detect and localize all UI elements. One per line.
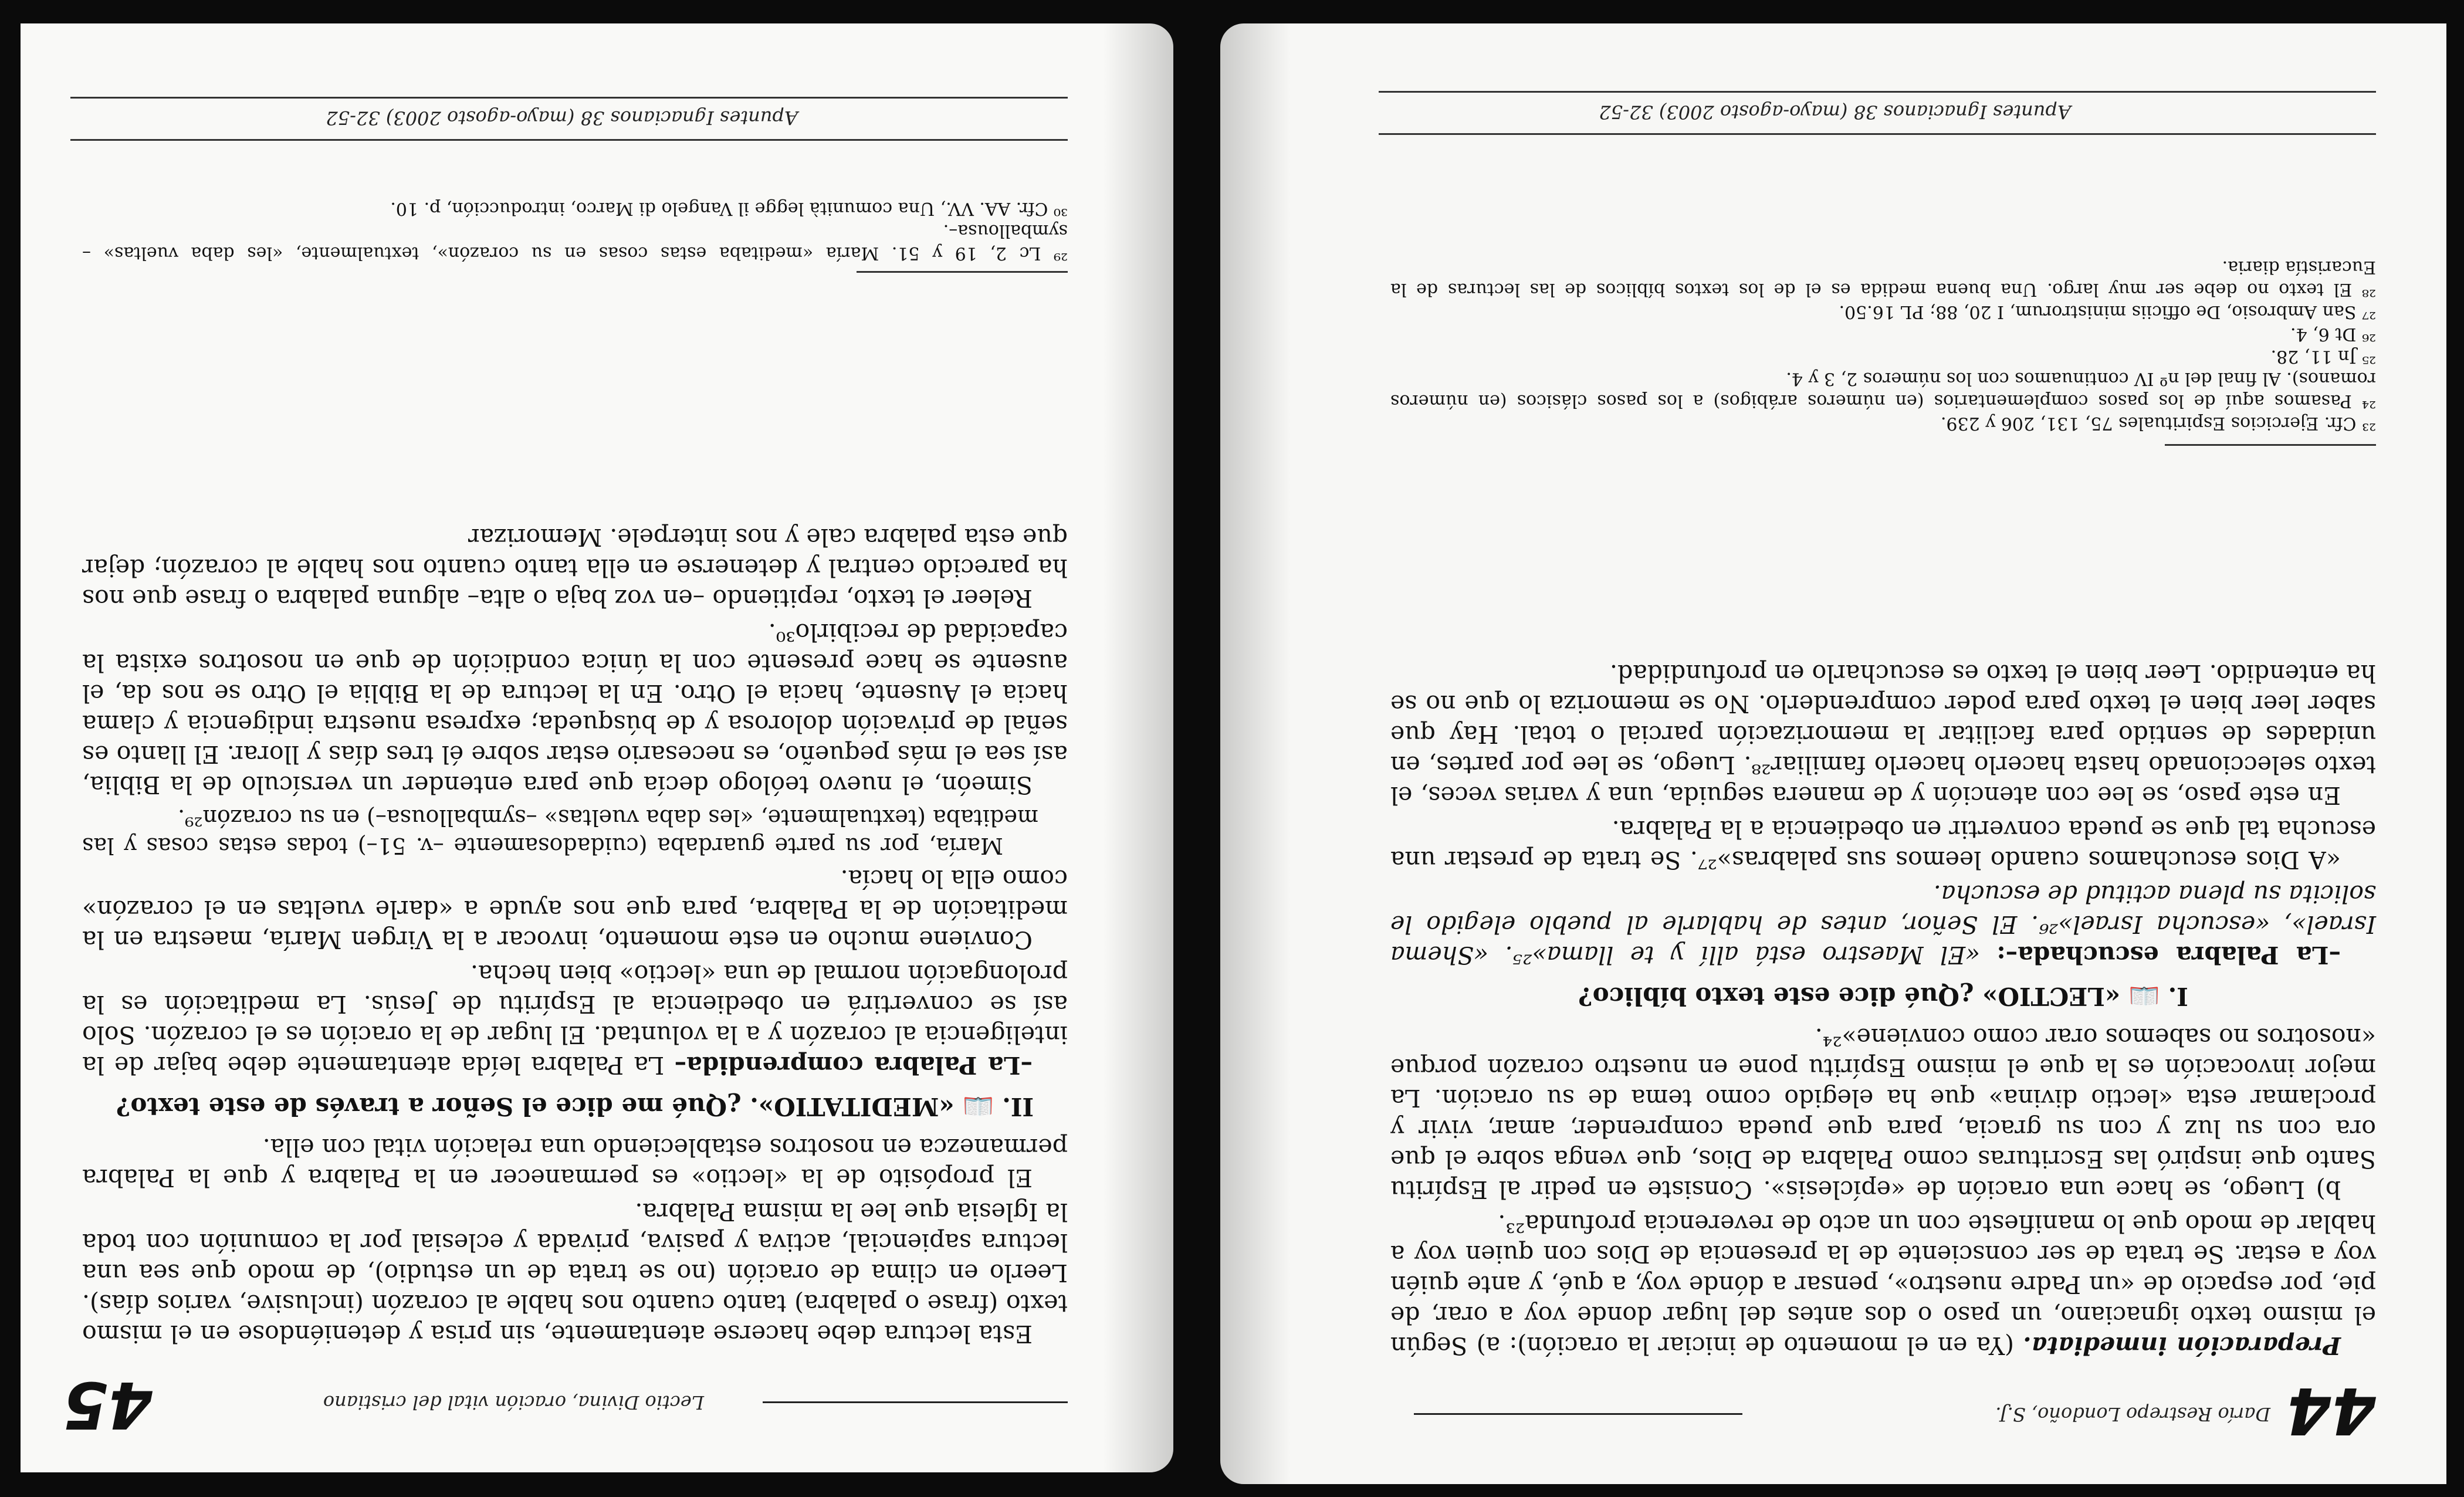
head-rule	[1414, 1413, 1742, 1415]
paragraph: «A Dios escuchamos cuando leemos sus palabras»²⁷. Se trata de prestar una escucha tal que se pueda convertir en obediencia a la Palabra.	[1390, 815, 2376, 874]
footer-rule	[70, 139, 1068, 141]
main-text	[82, 519, 1068, 1349]
paragraph: –La Palabra comprendida– La Palabra leída atentamente debe bajar de la inteligencia al corazón y a la voluntad. El lugar de la oración es el corazón. Solo así se convertirá en obediencia al Espíritu de Jesús. La meditación es la prolongación normal de una «lectio» bien hecha.	[82, 960, 1068, 1079]
running-head: Lectio Divina, oración vital del cristiano	[323, 1391, 704, 1414]
section-title: II. 📖 «MEDITATIO». ¿Qué me dice el Señor a través de este texto?	[116, 1092, 1034, 1121]
footnote: ²⁶ Dt 6, 4.	[2290, 324, 2376, 344]
page-number: 45	[62, 1367, 153, 1442]
paragraph: –La Palabra escuchada–: «El Maestro está allí y te llama»²⁵. «Shema Israel», «escucha Israel»²⁶. El Señor, antes de hablarle al pueblo elegido le solicita su plena actitud de escucha.	[1390, 880, 2376, 969]
footnote: ³⁰ Cfr. AA. VV., Una comunità legge il Vangelo di Marco, introducción, p. 10.	[390, 198, 1068, 219]
footnote-rule	[2165, 444, 2376, 446]
footnote: ²³ Cfr. Ejercicios Espirituales 75, 131, 206 y 239.	[1940, 413, 2376, 433]
running-head: Darío Restrepo Londoño, S.J.	[1995, 1403, 2270, 1425]
page-number: 44	[2286, 1373, 2376, 1448]
paragraph: En este paso, se lee con atención y de manera seguida, una y varias veces, el texto seleccionado hasta hacerlo hacerlo familiar²⁸. Luego, se lee por partes, en unidades de sentido para facilitar la memorización parcial o total. Hay que saber leer bien el texto para poder comprenderlo. No se memoriza lo que no se ha entendido. Leer bien el texto es escucharlo en profundidad.	[1390, 659, 2376, 810]
footnote: ²⁵ Jn 11, 28.	[2270, 346, 2376, 367]
paragraph: María, por su parte guardaba (cuidadosamente –v. 51–) todas estas cosas y las meditaba (textualmente, «les daba vueltas» –symballousa–) en su corazón²⁹.	[82, 805, 1038, 859]
footer-rule	[1379, 91, 2376, 93]
paragraph: Simeón, el nuevo teólogo decía que para entender un versículo de la Biblia, así sea el más pequeño, es necesario estar sobre él tres días y llorar. El llanto es señal de privación dolorosa y de búsqueda; expresa nuestra indigencia y clama hacia el Ausente, hacia el Otro. En la lectura de la Biblia el Otro se nos da, el ausente se hace presente con la única condición de que en nosotros exista la capacidad de recibirlo³⁰.	[82, 618, 1068, 799]
paragraph: El propósito de la «lectio» es permanecer en la Palabra y que la Palabra permanezca en nosotros estableciendo una relación vital con ella.	[82, 1133, 1068, 1192]
head-rule	[763, 1401, 1068, 1403]
footer-rule	[1379, 133, 2376, 135]
footnote: ²⁸ El texto no debe ser muy largo. Una buena medida es el de los textos bíblicos de las lecturas de la Eucaristía diaria.	[1390, 257, 2376, 300]
footnote-rule	[857, 271, 1068, 273]
paragraph: Esta lectura debe hacerse atentamente, sin prisa y deteniéndose en el mismo texto (frase o palabra) tanto cuanto nos hable al corazón (inclusive, varios días). Leerlo en clima de oración (no se trata de un estudio), de modo que sea una lectura sapiencial, activa y pasiva, privada y eclesial por la comunión con toda la Iglesia que lee la misma Palabra.	[82, 1198, 1068, 1348]
section-title: I. 📖 «LECTIO» ¿Qué dice este texto bíblico?	[1578, 982, 2188, 1011]
paragraph: Conviene mucho en este momento, invocar a la Virgen María, maestra en la meditación de la Palabra, para que nos ayude a «darle vueltas en el corazón» como ella lo hacía.	[82, 865, 1068, 954]
main-text	[1390, 655, 2376, 1361]
footnote: ²⁷ San Ambrosio, De officiis ministrorum, I 20, 88; PL 16.50.	[1839, 302, 2376, 322]
page-45	[21, 23, 1173, 1472]
footnote: ²⁴ Pasamos aquí de los pasos complementarios (en números arábigos) a los pasos clásicos (en números romanos). Al final del nº IV continuamos con los números 2, 3 y 4.	[1390, 368, 2376, 411]
footer-head: Apuntes Ignacianos 38 (mayo-agosto 2003) 32-52	[326, 107, 798, 129]
footnotes	[82, 197, 1068, 264]
footer-rule	[70, 97, 1068, 99]
paragraph: b) Luego, se hace una oración de «epíclesis». Consiste en pedir al Espíritu Santo que inspiró las Escrituras como Palabra de Dios, que venga sobre el que ora con su luz y con su gracia, para que pueda comprender, amar, vivir y proclamar esta «lectio divina» que ha elegido como tema de su oración. La mejor invocación es la que el mismo Espíritu pone en nuestro corazón porque «nosotros no sabemos orar como conviene»²⁴.	[1390, 1023, 2376, 1204]
page-44	[1220, 23, 2446, 1484]
footer-head: Apuntes Ignacianos 38 (mayo-agosto 2003) 32-52	[1599, 101, 2071, 123]
footnotes	[1390, 256, 2376, 434]
footnote: ²⁹ Lc 2, 19 y 51. María «meditaba estas cosas en su corazón», textualmente, «les daba vueltas» –symballousa–.	[82, 221, 1068, 263]
paragraph: Releer el texto, repitiendo –en voz baja o alta– alguna palabra o frase que nos ha parecido central y detenerse en ella tanto cuanto nos hable al corazón; dejar que esta palabra cale y nos interpele. Memorizar	[82, 523, 1068, 612]
paragraph: Preparación inmediata. (Ya en el momento de iniciar la oración): a) Según el mismo texto ignaciano, un paso o dos antes del lugar donde voy a orar, de pie, por espacio de «un Padre nuestro», pensar a dónde voy, a qué, y ante quién voy a estar. Se trata de ser consciente de la presencia de Dios con quien voy a hablar de modo que lo manifieste con un acto de reverencia profunda²³.	[1390, 1210, 2376, 1360]
